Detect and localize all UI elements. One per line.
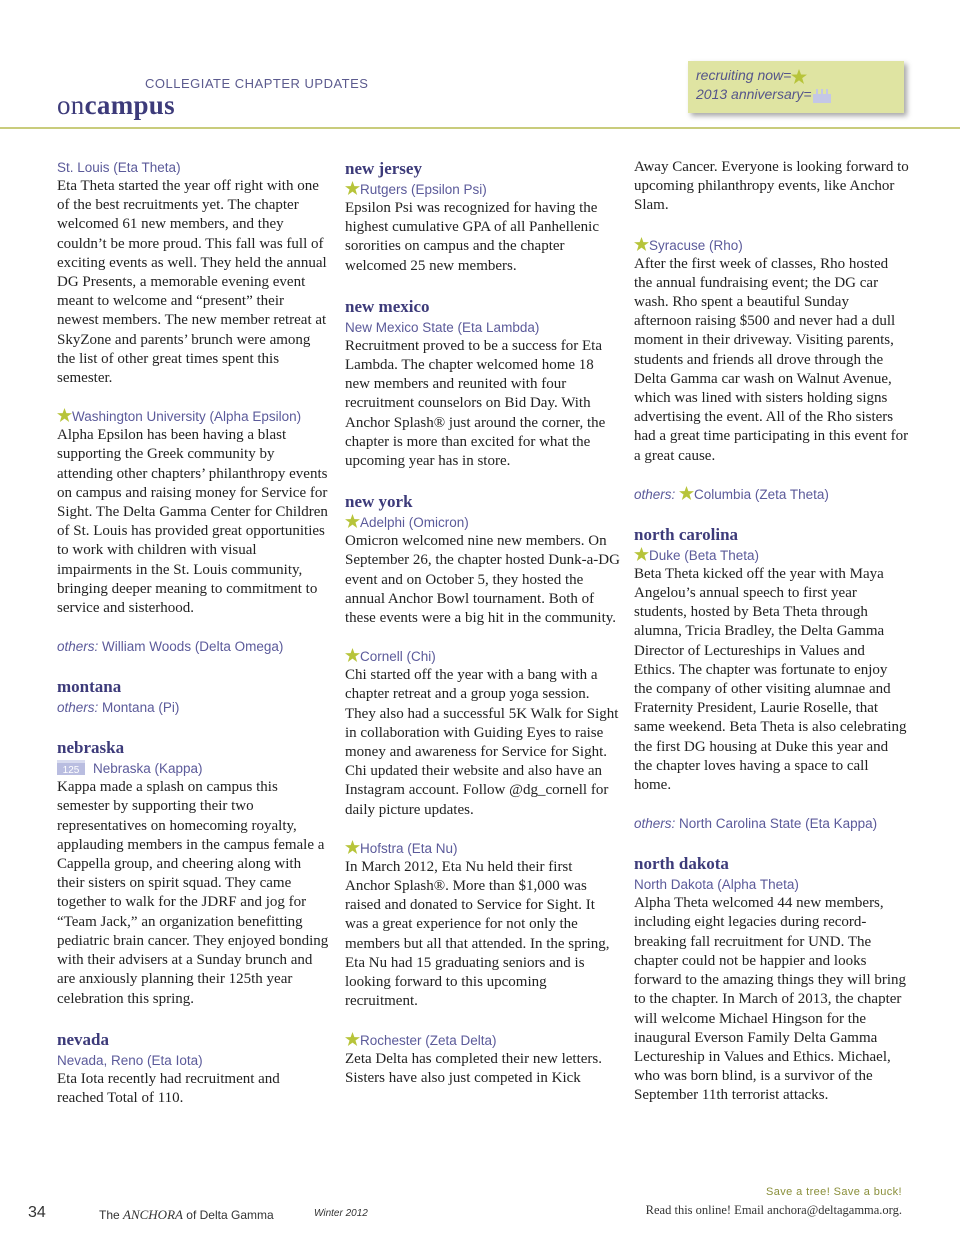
- legend-recruiting: [696, 66, 896, 85]
- star-icon: [679, 486, 694, 500]
- page-title: [57, 90, 175, 121]
- footer-read-online: Read this online! Email anchora@deltagamma.org.: [645, 1203, 902, 1217]
- chapter-name: [345, 839, 620, 858]
- magazine-prefix: The: [99, 1208, 124, 1222]
- legend-anniversary-label: 2013 anniversary=: [696, 86, 812, 102]
- chapter-update: Eta Theta started the year off right with one of the best recruitments yet. The chapter welcomed 61 new members, and they couldn’t be more proud. This fall was full of exciting events as well. They held the annual DG Presents, a memorable evening event meant to welcome and “present” their newest members. The new member retreat at SkyZone and parents’ brunch were among the list of other great times spent this semester.: [57, 178, 327, 387]
- others-line: [57, 698, 329, 717]
- chapter-update: Epsilon Psi was recognized for having the highest cumulative GPA of all Panhellenic sororities on campus and the chapter welcomed 25 new members.: [345, 200, 599, 274]
- chapter-name: [345, 647, 620, 666]
- chapter-update: In March 2012, Eta Nu held their first Anchor Splash®. More than $1,000 was raised and donated to Service for Sight. It was a great experience for not only the members but all that attended. In the spring, Eta Nu had 15 graduating seniors and is looking forward to this upcoming recruitment.: [345, 858, 610, 1010]
- chapter-update: Alpha Theta welcomed 44 new members, including eight legacies during record-breaking fall recruitment for UND. The chapter could not be happier and looks forward to the amazing things they will bring to the chapter. In March of 2013, the chapter will welcome Michael Hingson for the inaugural Everson Family Delta Gamma Lectureship in Values and Ethics. Michael, who was born blind, is a survivor of the September 11th terrorist attacks.: [634, 895, 907, 1104]
- page-title-bold: campus: [84, 90, 175, 120]
- magazine-suffix: of Delta Gamma: [182, 1208, 274, 1222]
- chapter-name-text: Duke (Beta Theta): [649, 547, 760, 563]
- chapter-update: After the first week of classes, Rho hosted the annual fundraising event; the DG car wash. Rho spent a beautiful Sunday afternoon raising $500 and never had a dull moment in their driveway. Visiting parents, students and friends all drove through the Delta Gamma car wash on Walnut Avenue, which was lined with sisters holding signs advertising the event. All of the Rho sisters had a great time participating in this event for a great cause.: [634, 255, 909, 464]
- chapter-update: Zeta Delta has completed their new letters. Sisters have also just competed in Kick: [345, 1050, 602, 1086]
- legend-recruiting-label: recruiting now=: [696, 67, 792, 83]
- legend-box: [688, 61, 904, 113]
- magazine-name: [99, 1207, 274, 1223]
- chapter-name-text: Hofstra (Eta Nu): [360, 840, 458, 856]
- star-icon: [345, 514, 360, 528]
- magazine-title: ANCHORA: [123, 1207, 183, 1222]
- others-label: others:: [57, 700, 99, 716]
- chapter-name: [634, 546, 909, 565]
- page-title-light: on: [57, 90, 85, 120]
- section-kicker: COLLEGIATE CHAPTER UPDATES: [145, 76, 369, 91]
- cake-icon: [812, 88, 832, 103]
- chapter-name: North Dakota (Alpha Theta): [634, 877, 799, 893]
- others-line: [634, 814, 909, 833]
- state-heading: north dakota: [634, 854, 729, 874]
- others-line: [57, 637, 329, 656]
- chapter-update: Eta Iota recently had recruitment and reached Total of 110.: [57, 1070, 280, 1106]
- chapter-update: Recruitment proved to be a success for Eta Lambda. The chapter welcomed home 18 new members and reunited with four recruitment counselors on Bid Day. With Anchor Splash® just around the corner, the chapter is more than excited for what the upcoming year has in store.: [345, 337, 606, 470]
- others-label: others:: [57, 639, 99, 655]
- chapter-name: St. Louis (Eta Theta): [57, 160, 181, 175]
- chapter-update: Chi started off the year with a bang with a chapter retreat and a group yoga session. They also had a successful 5K Walk for Sight in collaboration with Guiding Eyes to raise money and awareness for Service for Sight. Chi updated their website and also have an Instagram account. Follow @dg_cornell for daily picture updates.: [345, 667, 619, 818]
- chapter-name: [345, 180, 620, 199]
- chapter-name-text: Rutgers (Epsilon Psi): [360, 182, 487, 197]
- state-heading: nebraska: [57, 738, 125, 758]
- chapter-update: Beta Theta kicked off the year with Maya Angelou’s annual speech to first year students, hosted by Beta Theta through alumna, Tricia Bradley, the Delta Gamma Director of Lectureships in Values and Ethics. The chapter was fortunate to enjoy the company of other visiting alumnae and Fraternity President, Laurie Roselle, that same weekend. Beta Theta is also celebrating the first DG housing at Duke this year and the chapter loves having a space to call home.: [634, 565, 907, 794]
- star-icon: [634, 237, 649, 251]
- column-2: [345, 158, 620, 1088]
- star-icon: [345, 648, 360, 662]
- chapter-name-text: Syracuse (Rho): [649, 237, 743, 253]
- others-chapters: North Carolina State (Eta Kappa): [679, 816, 878, 832]
- header-divider: [0, 127, 960, 129]
- footer-tagline: Save a tree! Save a buck!: [766, 1186, 902, 1198]
- chapter-update: Alpha Epsilon has been having a blast supporting the Greek community by attending other chapters’ philanthropy events on campus and raising money for Service for Sight. The Delta Gamma Center for Children of St. Louis has provided great opportunities to work with children with visual impairments in the St. Louis community, bringing deeper meaning to commitment to service and sisterhood.: [57, 427, 328, 617]
- page-number: 34: [28, 1204, 46, 1221]
- chapter-name-text: Adelphi (Omicron): [360, 515, 469, 531]
- anniversary-badge: 125: [57, 760, 85, 775]
- star-icon: [345, 181, 360, 195]
- star-icon: [791, 69, 807, 84]
- chapter-name-text: Rochester (Zeta Delta): [360, 1032, 497, 1048]
- state-heading: nevada: [57, 1029, 109, 1049]
- column-1: [57, 158, 329, 1108]
- chapter-name: [345, 513, 620, 532]
- issue-date: Winter 2012: [314, 1208, 368, 1219]
- star-icon: [345, 840, 360, 854]
- others-chapters: Montana (Pi): [102, 700, 180, 716]
- chapter-name: [345, 1031, 620, 1050]
- star-icon: [57, 408, 72, 422]
- chapter-name: [57, 759, 329, 778]
- star-icon: [634, 547, 649, 561]
- chapter-name: New Mexico State (Eta Lambda): [345, 319, 540, 335]
- chapter-update: Omicron welcomed nine new members. On September 26, the chapter hosted Dunk-a-DG event and on October 5, they hosted the annual Anchor Bowl tournament. Both of these events were a big hit in the community.: [345, 533, 620, 627]
- state-heading: new york: [345, 492, 413, 512]
- column-3: [634, 158, 909, 1106]
- chapter-name: [634, 236, 909, 255]
- star-icon: [345, 1032, 360, 1046]
- chapter-update: Kappa made a splash on campus this semester by supporting their two representatives on homecoming royalty, applauding members in the campus female a Cappella group, and cheering along with their sisters on spirit squad. They came together to walk for the JDRF and jog for “Team Jack,” an organization benefitting pediatric brain cancer. They enjoyed bonding with their advisers at a Sunday brunch and are anxiously planning their 125th year celebration this spring.: [57, 779, 329, 1007]
- others-label: others:: [634, 486, 676, 502]
- others-chapters: Columbia (Zeta Theta): [694, 486, 829, 502]
- chapter-name-text: Cornell (Chi): [360, 649, 436, 665]
- chapter-update: Away Cancer. Everyone is looking forward to upcoming philanthropy events, like Anchor Slam.: [634, 159, 909, 214]
- chapter-name: [57, 407, 329, 426]
- chapter-name-text: Nebraska (Kappa): [93, 761, 203, 777]
- chapter-name: Nevada, Reno (Eta Iota): [57, 1052, 203, 1068]
- others-label: others:: [634, 816, 676, 832]
- state-heading: north carolina: [634, 524, 739, 544]
- state-heading: new mexico: [345, 296, 430, 316]
- others-chapters: William Woods (Delta Omega): [102, 639, 284, 655]
- legend-anniversary: [696, 85, 896, 104]
- state-heading: new jersey: [345, 159, 422, 178]
- others-line: [634, 485, 909, 504]
- state-heading: montana: [57, 677, 122, 697]
- chapter-name-text: Washington University (Alpha Epsilon): [72, 409, 302, 425]
